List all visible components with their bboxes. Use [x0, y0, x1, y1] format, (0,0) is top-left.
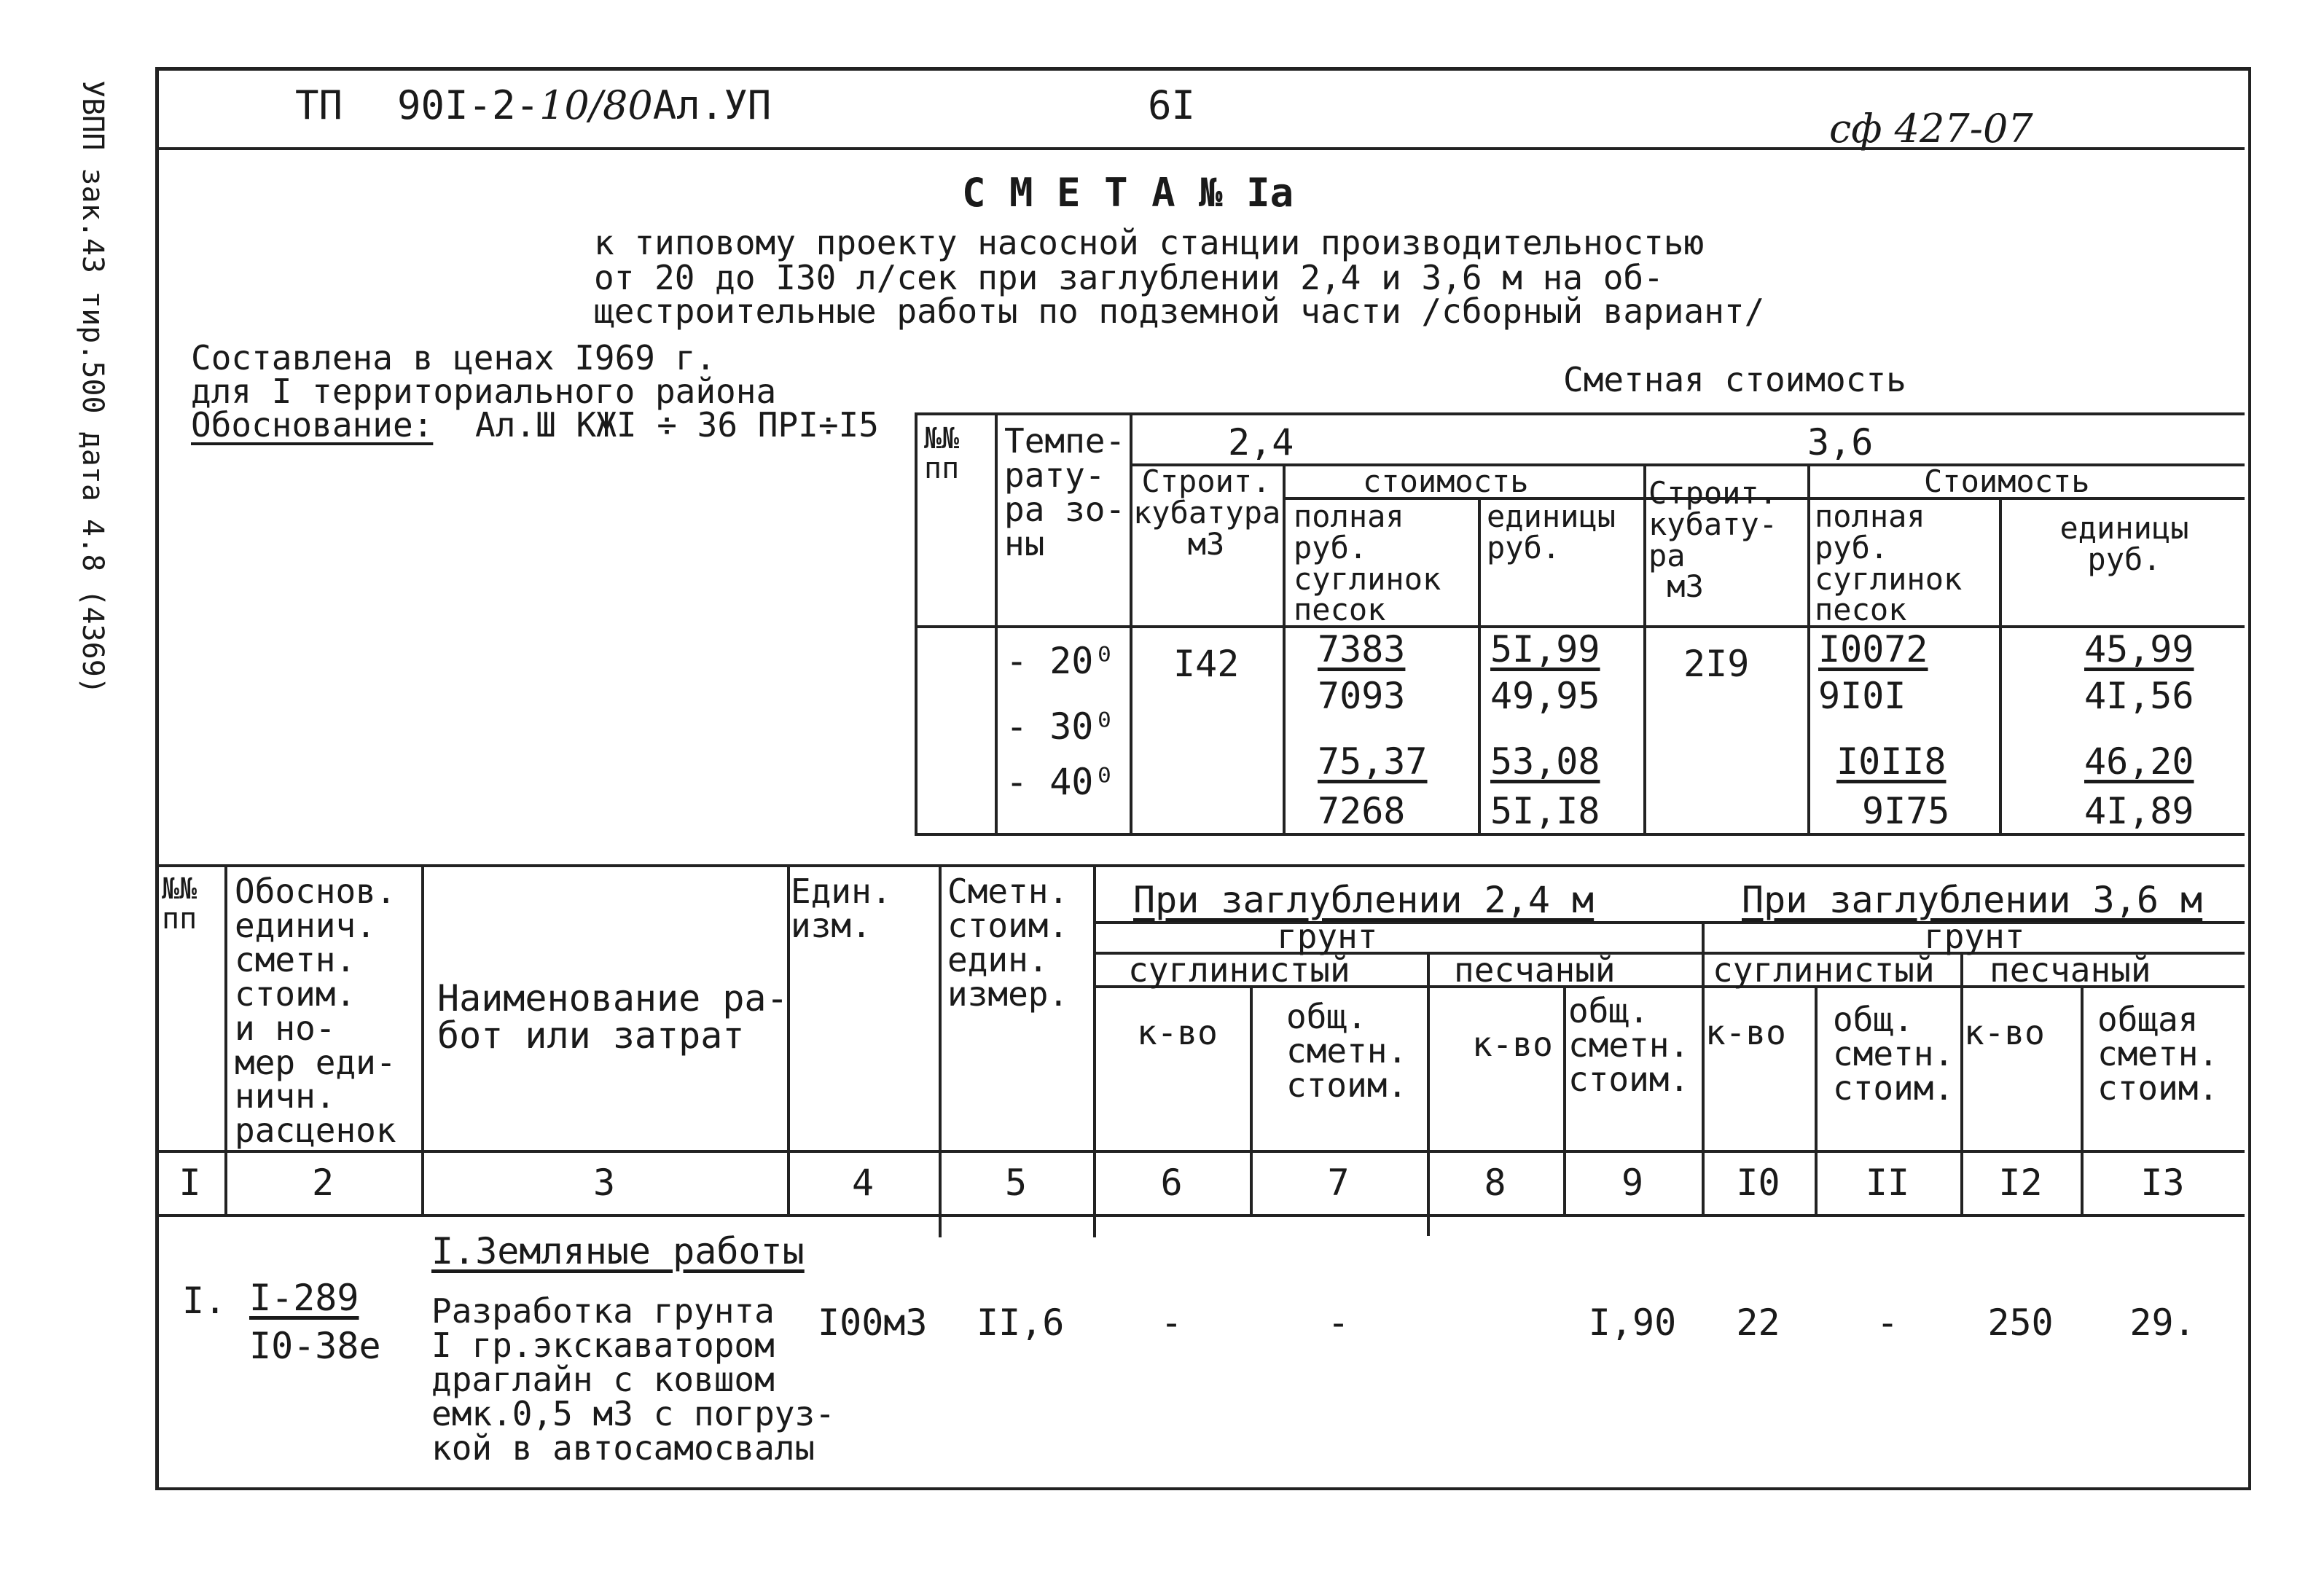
row-1-c10: 22	[1736, 1302, 1780, 1344]
cost-col-line-6	[1643, 463, 1646, 833]
cost-table-bottom-line	[915, 833, 2245, 836]
main-depth-line	[1093, 921, 2245, 924]
header-code-printed: 90I-2-	[397, 82, 540, 128]
cost-h-cost-b: Стоимость	[1924, 463, 2090, 499]
side-stamp	[29, 80, 117, 694]
col-num-9: 9	[1621, 1162, 1644, 1204]
row-1-basis-1: I-289	[249, 1277, 359, 1319]
cost-col-line-8	[1999, 497, 2002, 833]
main-col-line-2	[421, 864, 424, 1214]
col-num-12: I2	[1998, 1162, 2043, 1204]
main-colnum-bottom-line	[155, 1214, 2245, 1217]
cost-col-line-5	[1478, 497, 1481, 833]
main-soil-a: грунт	[1277, 917, 1378, 956]
col-num-6: 6	[1160, 1162, 1183, 1204]
main-h-qty-6: к-во	[1137, 1013, 1218, 1052]
header-code-handwritten: 10/80	[539, 82, 653, 128]
cost-h-unit-a: единицы руб.	[1487, 498, 1616, 565]
cost-unit-b-4: 4I,89	[2084, 790, 2194, 832]
cost-unit-b-1: 45,99	[2084, 628, 2194, 670]
cost-unit-a-2: 49,95	[1490, 675, 1600, 717]
cost-h-full-a: полная руб. суглинок песок	[1294, 498, 1441, 628]
main-h-total-13: общая сметн. стоим.	[2097, 1000, 2219, 1108]
main-h-cost: Сметн. стоим. един. измер.	[947, 872, 1069, 1014]
cost-full-a-1: 7383	[1318, 628, 1406, 670]
col-num-5: 5	[1004, 1162, 1028, 1204]
cost-h-cubature-a: Строит. кубатура м3	[1133, 463, 1281, 562]
main-h-name: Наименование ра- бот или затрат	[437, 977, 789, 1057]
row-1-basis-2: I0-38е	[249, 1325, 381, 1367]
cost-h-no: №№ пп	[924, 422, 960, 485]
col-num-10: I0	[1736, 1162, 1780, 1204]
header-code	[397, 82, 772, 128]
cost-caption: Сметная стоимость	[1563, 360, 1906, 399]
col-num-8: 8	[1484, 1162, 1506, 1204]
main-sand-a: песчаный	[1454, 950, 1616, 990]
cost-col-line-7	[1807, 463, 1810, 833]
cost-full-b-1: I0072	[1818, 628, 1928, 670]
col-num-2: 2	[311, 1162, 334, 1204]
main-h-qty-10: к-во	[1705, 1013, 1786, 1052]
compiled-line-1: Составлена в ценах I969 г.	[191, 338, 716, 377]
main-depth-b: При заглублении 3,6 м	[1742, 879, 2203, 921]
row-1-no: I.	[182, 1280, 227, 1322]
col-num-4: 4	[851, 1162, 875, 1204]
main-h-total-9: общ. сметн. стоим.	[1568, 991, 1690, 1099]
cost-full-b-4: 9I75	[1862, 790, 1950, 832]
main-h-total-7: общ. сметн. стоим.	[1286, 997, 1408, 1105]
cost-full-a-2: 7093	[1318, 675, 1406, 717]
compiled-line-2: для I территориального района	[191, 372, 777, 411]
row-1-c6: -	[1160, 1302, 1183, 1344]
cost-col-line-4	[1283, 463, 1286, 833]
cost-depth-a: 2,4	[1228, 421, 1294, 463]
page-number: 6I	[1148, 82, 1196, 128]
cost-unit-b-3: 46,20	[2084, 740, 2194, 783]
cost-full-a-3: 75,37	[1318, 740, 1428, 783]
row-1-cost: II,6	[977, 1302, 1065, 1344]
header-album: Ал.УП	[652, 82, 772, 128]
main-h-basis: Обоснов. единич. сметн. стоим. и но- мер еди- ничн. расценок	[235, 872, 396, 1151]
cost-full-b-3: I0II8	[1836, 740, 1947, 783]
cost-full-a-4: 7268	[1318, 790, 1406, 832]
cost-col-line-2	[995, 412, 998, 833]
main-loam-a: суглинистый	[1128, 950, 1350, 990]
basis-line	[191, 405, 879, 445]
cost-col-line-3	[1130, 412, 1132, 833]
cost-cubature-b-value: 2I9	[1683, 643, 1750, 685]
title-line-3: щестроительные работы по подземной части /сборный вариант/	[594, 291, 1765, 331]
cost-h-cost-a: стоимость	[1363, 463, 1529, 499]
side-stamp-text: УВПП зак.43 тир.500 дата 4.8 (4369)	[76, 80, 109, 694]
cost-h-temp: Темпе- рату- ра зо- ны	[1004, 421, 1126, 563]
cost-unit-a-3: 53,08	[1490, 740, 1600, 783]
cost-temp-1: - 20⁰	[1006, 640, 1116, 682]
main-soil-b: грунт	[1924, 917, 2025, 956]
main-h-no: №№ пп	[162, 872, 197, 936]
basis-label: Обоснование:	[191, 405, 434, 445]
col-num-13: I3	[2140, 1162, 2185, 1204]
document-title: С М Е Т А № Iа	[962, 170, 1294, 216]
main-h-qty-8: к-во	[1472, 1025, 1553, 1064]
cost-col-line-1	[915, 412, 918, 833]
title-line-2: от 20 до I30 л/сек при заглублении 2,4 и 3,6 м на об-	[594, 258, 1664, 297]
row-1-c13: 29.	[2129, 1302, 2196, 1344]
cost-unit-a-4: 5I,I8	[1490, 790, 1600, 832]
cost-full-b-2: 9I0I	[1818, 675, 1906, 717]
main-h-total-11: общ. сметн. стоим.	[1833, 1000, 1955, 1108]
cost-cubature-a-value: I42	[1173, 643, 1240, 685]
main-sand-b: песчаный	[1990, 950, 2151, 990]
col-num-1: I	[179, 1162, 201, 1204]
main-h-qty-12: к-во	[1964, 1013, 2045, 1052]
row-1-c12: 250	[1987, 1302, 2054, 1344]
row-1-c7: -	[1327, 1302, 1350, 1344]
col-num-11: II	[1865, 1162, 1910, 1204]
section-title: I.Земляные работы	[431, 1230, 805, 1272]
main-depth-a: При заглублении 2,4 м	[1133, 879, 1595, 921]
cost-h-unit-b: единицы руб.	[2059, 510, 2189, 577]
cost-temp-3: - 40⁰	[1006, 761, 1116, 803]
cost-h-cubature-b: Строит. кубату- ра м3	[1648, 475, 1778, 605]
main-col-line-1	[224, 864, 227, 1214]
main-loam-b: суглинистый	[1713, 950, 1935, 990]
cost-unit-b-2: 4I,56	[2084, 675, 2194, 717]
title-line-1: к типовому проекту насосной станции производительностью	[594, 223, 1705, 262]
cost-table-top-line	[915, 412, 2245, 415]
reference-handwritten: сф 427-07	[1829, 106, 2033, 152]
cost-temp-2: - 30⁰	[1006, 705, 1116, 748]
cost-h-full-b: полная руб. суглинок песок	[1815, 498, 1963, 628]
cost-unit-a-1: 5I,99	[1490, 628, 1600, 670]
col-num-3: 3	[592, 1162, 616, 1204]
header-divider	[155, 147, 2245, 150]
header-series: ТП	[295, 82, 343, 128]
main-table-top-line	[155, 864, 2245, 867]
basis-value: Ал.Ш КЖI ÷ 36 ПРI÷I5	[475, 405, 879, 445]
cost-depth-b: 3,6	[1807, 421, 1874, 463]
row-1-c9: I,90	[1588, 1302, 1677, 1344]
row-1-c11: -	[1876, 1302, 1899, 1344]
row-1-name: Разработка грунта I гр.экскаватором драглайн с ковшом емк.0,5 м3 с погруз- кой в автосамосвалы	[431, 1291, 835, 1468]
row-1-unit: I00м3	[818, 1302, 928, 1344]
main-h-unit: Един. изм.	[791, 872, 892, 945]
col-num-7: 7	[1327, 1162, 1350, 1204]
main-header-bottom-line	[155, 1150, 2245, 1153]
